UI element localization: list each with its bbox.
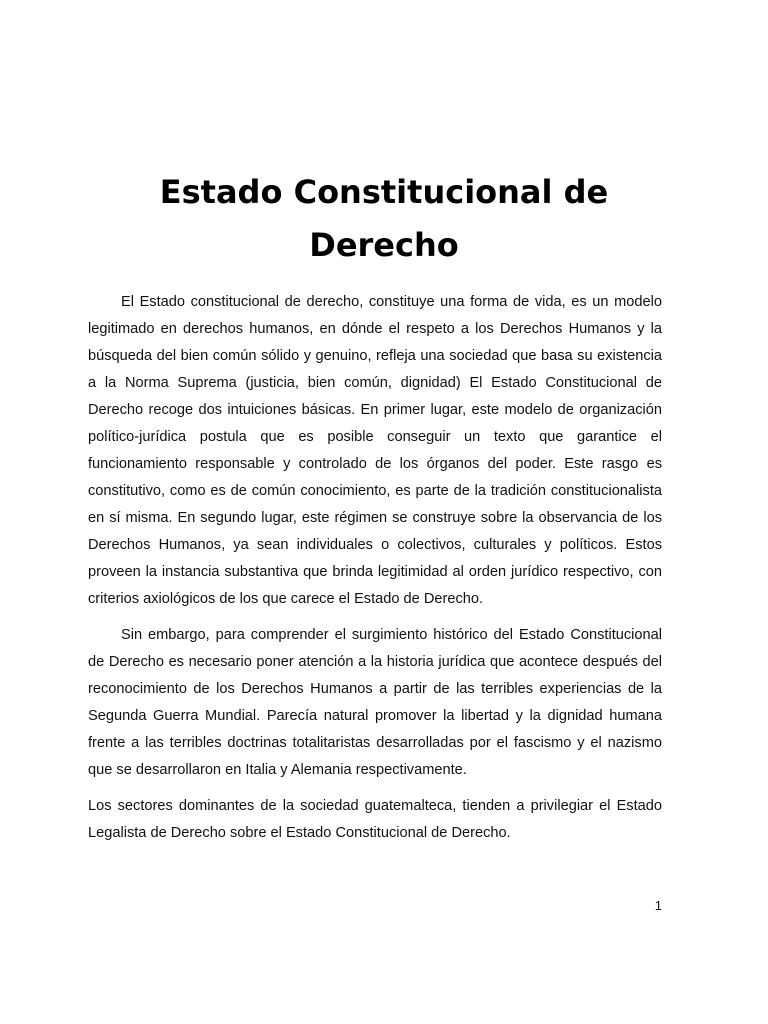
paragraph-3: Los sectores dominantes de la sociedad guatemalteca, tienden a privilegiar el Estado Legalista de Derecho sobre el Estado Constitucional de Derecho. [88,798,662,841]
paragraph-2: Sin embargo, para comprender el surgimiento histórico del Estado Constitucional de Derecho es necesario poner atención a la historia jurídica que acontece después del reconocimiento de los Derechos Humanos a partir de las terribles experiencias de la Segunda Guerra Mundial. Parecía natural promover la libertad y la dignidad humana frente a las terribles doctrinas totalitaristas desarrolladas por el fascismo y el nazismo que se desarrollaron en Italia y Alemania respectivamente. [88,627,662,778]
document-title: Estado Constitucional de Derecho [159,173,609,264]
paragraph-1: El Estado constitucional de derecho, constituye una forma de vida, es un modelo legitimado en derechos humanos, en dónde el respeto a los Derechos Humanos y la búsqueda del bien común sólido y genuino, refleja una sociedad que basa su existencia a la Norma Suprema (justicia, bien común, dignidad) El Estado Constitucional de Derecho recoge dos intuiciones básicas. En primer lugar, este modelo de organización político-jurídica postula que es posible conseguir un texto que garantice el funcionamiento responsable y controlado de los órganos del poder. Este rasgo es constitutivo, como es de común conocimiento, es parte de la tradición constitucionalista en sí misma. En segundo lugar, este régimen se construye sobre la observancia de los Derechos Humanos, ya sean individuales o colectivos, culturales y políticos. Estos proveen la instancia substantiva que brinda legitimidad al orden jurídico respectivo, con criterios axiológicos de los que carece el Estado de Derecho. [88,294,662,607]
document-body [88,289,662,847]
page-number: 1 [654,898,662,913]
